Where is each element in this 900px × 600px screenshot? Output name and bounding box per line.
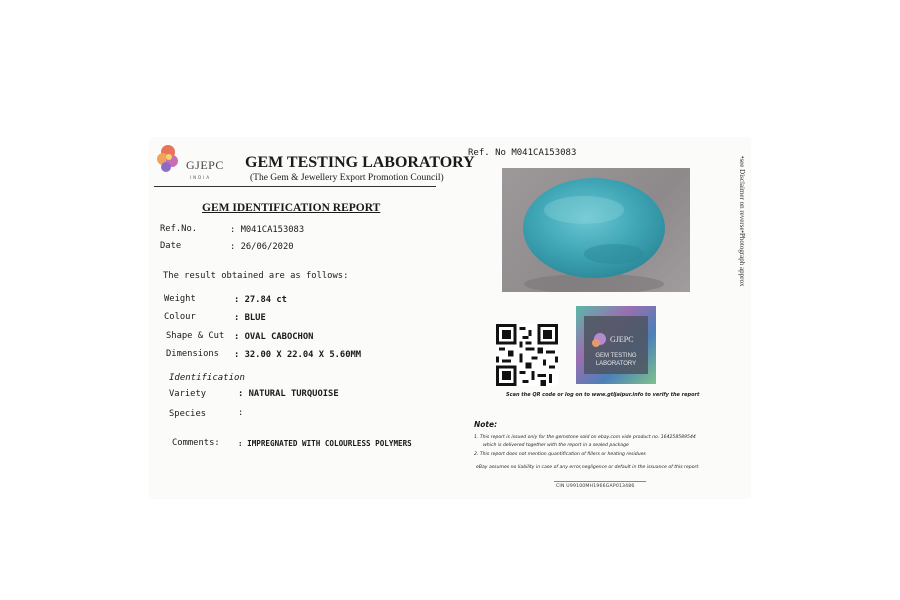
- lab-subtitle: (The Gem & Jewellery Export Promotion Council): [250, 173, 444, 183]
- intro-text: The result obtained are as follows:: [163, 271, 349, 281]
- header-divider: [154, 186, 436, 187]
- shape-cut-label: Shape & Cut: [166, 331, 225, 341]
- identification-heading: Identification: [169, 373, 245, 383]
- note-1b: which is delivered together with the report in a sealed package: [483, 443, 629, 448]
- report-title: GEM IDENTIFICATION REPORT: [202, 202, 381, 214]
- weight-label: Weight: [164, 294, 196, 304]
- date-label: Date: [160, 241, 182, 251]
- vertical-disclaimer: •see Disclaimer on reverse•Photograph approx: [738, 156, 746, 287]
- weight-value: : 27.84 ct: [234, 295, 287, 305]
- hologram-logo: GJEPC: [610, 335, 634, 344]
- lab-title: GEM TESTING LABORATORY: [245, 154, 475, 171]
- hologram-seal: [576, 306, 656, 384]
- hologram-line1: GEM TESTING: [595, 353, 637, 359]
- qr-code-icon: [496, 324, 558, 386]
- variety-value: : NATURAL TURQUOISE: [238, 389, 339, 399]
- note-2: 2. This report does not mention quantification of fillers or heating residues: [474, 452, 646, 457]
- comments-label: Comments:: [172, 438, 220, 448]
- colour-label: Colour: [164, 312, 196, 322]
- dimensions-label: Dimensions: [166, 349, 219, 359]
- report-card: [150, 138, 750, 498]
- colour-value: : BLUE: [234, 313, 266, 323]
- note-title: Note:: [474, 420, 498, 429]
- shape-cut-value: : OVAL CABOCHON: [234, 332, 314, 342]
- date-value: : 26/06/2020: [230, 242, 294, 252]
- dimensions-value: : 32.00 X 22.04 X 5.60MM: [234, 350, 362, 360]
- ebay-liability-note: eBay assumes no liability in case of any error,negligence or default in the issuance of this report.: [476, 465, 700, 470]
- logo-subtext: INDIA: [190, 175, 212, 180]
- comments-value: : IMPREGNATED WITH COLOURLESS POLYMERS: [238, 439, 412, 448]
- scan-instructions: Scan the QR code or log on to www.gtljaipur.info to verify the report: [506, 392, 700, 398]
- cin-number: CIN U99100MH1966GAP013486: [556, 484, 635, 489]
- hologram-line2: LABORATORY: [595, 361, 637, 367]
- gemstone-photo: [502, 168, 690, 292]
- ref-value: : M041CA153083: [230, 225, 305, 235]
- logo-text: GJEPC: [186, 158, 224, 172]
- species-label: Species: [169, 409, 207, 419]
- cert-divider: [554, 481, 646, 482]
- gjepc-logo-icon: [154, 142, 184, 180]
- turquoise-stone-icon: [502, 168, 690, 292]
- note-1a: 1. This report is issued only for the gemstone sold on ebay.com vide product no. 164258589544: [474, 435, 696, 440]
- species-value: :: [238, 408, 244, 418]
- variety-label: Variety: [169, 389, 207, 399]
- ref-label: Ref.No.: [160, 224, 198, 234]
- ref-number-right: Ref. No M041CA153083: [468, 148, 577, 158]
